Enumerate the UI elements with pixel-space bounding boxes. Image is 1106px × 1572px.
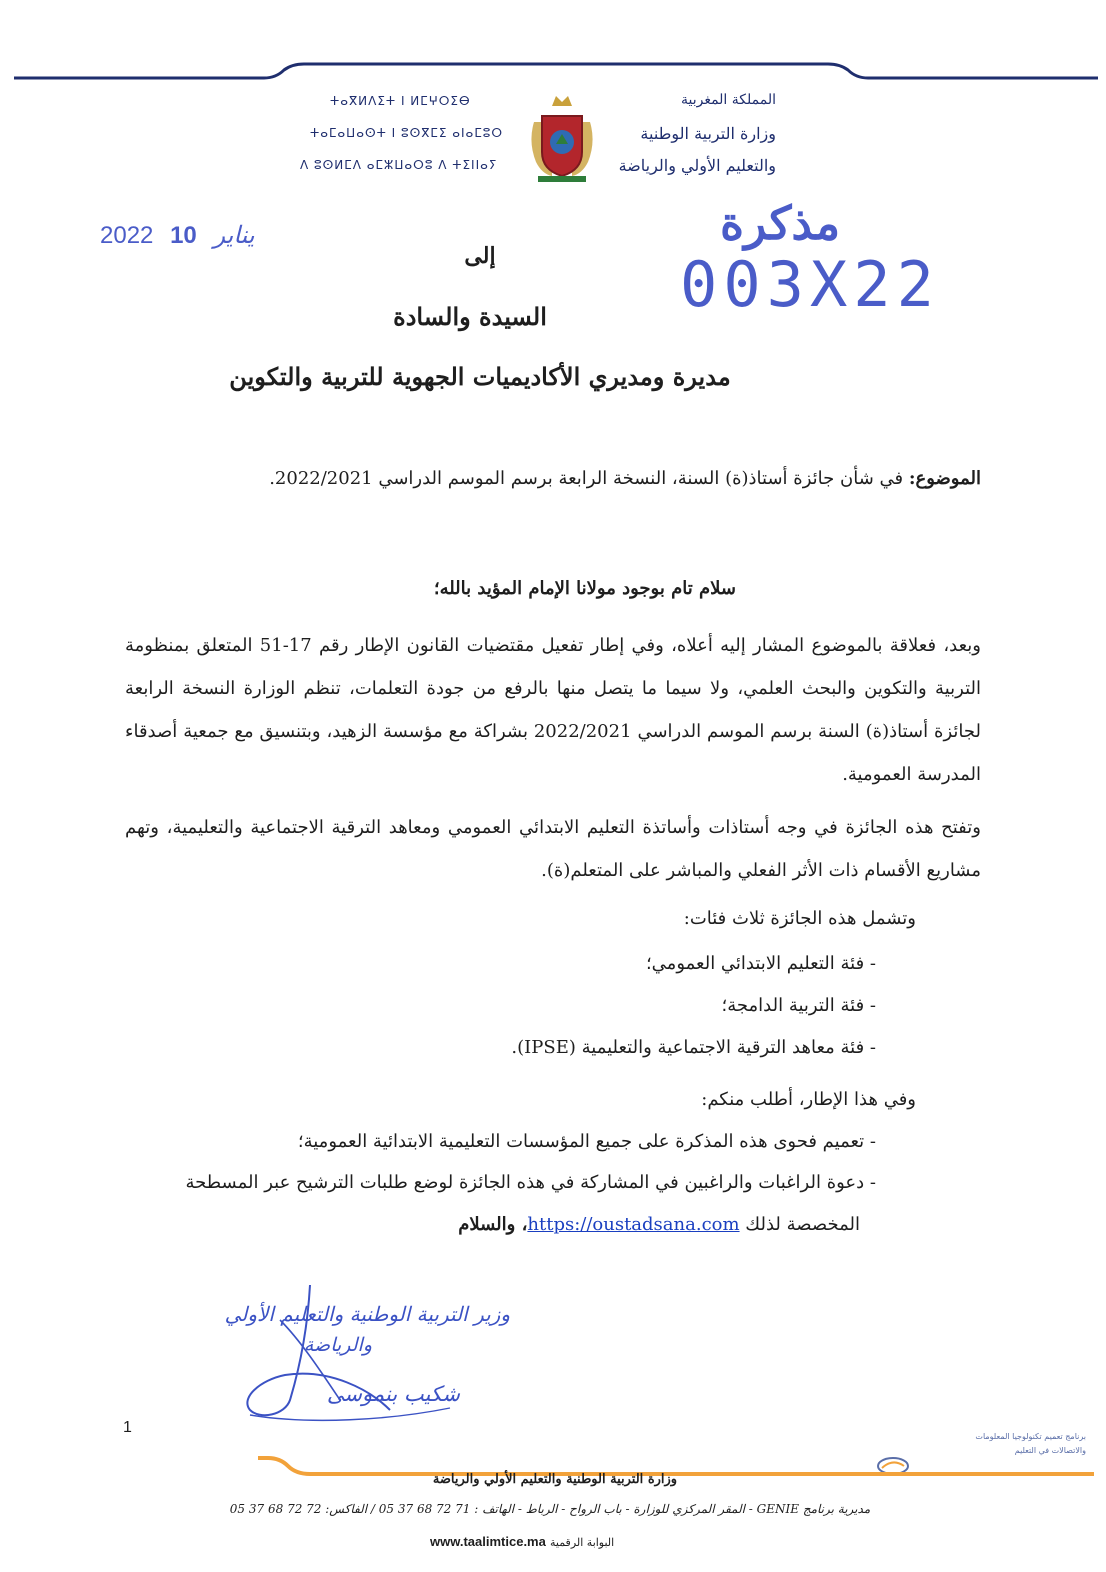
greeting: سلام تام بوجود مولانا الإمام المؤيد بالله؛ bbox=[433, 578, 736, 599]
coat-of-arms-icon bbox=[522, 92, 602, 186]
footer-address: مديرية برنامج GENIE - المقر المركزي للوزارة - باب الرواح - الرباط - الهاتف : 71 72 68 37 05 / الفاكس: 72 72 68 37 05 bbox=[229, 1502, 871, 1516]
page-number: 1 bbox=[123, 1419, 132, 1436]
category-item: - فئة معاهد الترقية الاجتماعية والتعليمية (IPSE). bbox=[511, 1037, 876, 1058]
paragraph-1: وبعد، فعلاقة بالموضوع المشار إليه أعلاه، وفي إطار تفعيل مقتضيات القانون الإطار رقم 17-51 المتعلق بمنظومة التربية والتكوين والبحث العلمي، ولا سيما ما يتصل منها بالرفع من جودة التعلمات، تنظم الوزارة النسخة الرابعة لجائزة أستاذ(ة) السنة برسم الموسم الدراسي 2022/2021 بشراكة مع مؤسسة الزهيد، وبتنسيق مع جمعية أصدقاء المدرسة العمومية. bbox=[125, 635, 981, 785]
signature-scribble-icon bbox=[190, 1280, 520, 1430]
address-salutation: السيدة والسادة bbox=[393, 302, 547, 331]
paragraph-2: وتفتح هذه الجائزة في وجه أستاذات وأساتذة التعليم الابتدائي العمومي ومعاهد الترقية الاجتماعية والتعليمية، وتهم مشاريع الأقسام ذات الأثر الفعلي والمباشر على المتعلم(ة). bbox=[125, 817, 981, 881]
requests-intro: وفي هذا الإطار، أطلب منكم: bbox=[701, 1089, 916, 1110]
request-item-continuation bbox=[458, 1214, 860, 1235]
header-kingdom: المملكة المغربية bbox=[680, 92, 776, 108]
category-item: - فئة التربية الدامجة؛ bbox=[721, 995, 876, 1016]
date-stamp bbox=[100, 221, 265, 250]
header-ministry: وزارة التربية الوطنية bbox=[640, 124, 776, 143]
address-recipients: مديرة ومديري الأكاديميات الجهوية للتربية والتكوين bbox=[229, 362, 731, 391]
category-item: - فئة التعليم الابتدائي العمومي؛ bbox=[645, 953, 876, 974]
footer-website-line bbox=[430, 1534, 614, 1550]
program-logo-text: برنامج تعميم تكنولوجيا المعلومات bbox=[975, 1432, 1086, 1441]
subject-text: في شأن جائزة أستاذ(ة) السنة، النسخة الرابعة برسم الموسم الدراسي 2022/2021. bbox=[269, 468, 909, 489]
memo-stamp-title: مذكرة bbox=[720, 196, 841, 250]
signature-name: شكيب بنموسى bbox=[326, 1382, 460, 1406]
footer-website-link[interactable]: www.taalimtice.ma bbox=[430, 1534, 546, 1549]
signature-title-2: والرياضة bbox=[303, 1334, 372, 1356]
request-item-text: المخصصة لذلك bbox=[745, 1214, 860, 1235]
header-ministry-sub: والتعليم الأولي والرياضة bbox=[618, 156, 776, 175]
address-to: إلى bbox=[464, 243, 496, 269]
date-day: 10 bbox=[170, 222, 197, 249]
signature-block bbox=[190, 1280, 520, 1430]
memo-stamp-number: 003X22 bbox=[680, 248, 940, 321]
request-item: - تعميم فحوى هذه المذكرة على جميع المؤسسات التعليمية الابتدائية العمومية؛ bbox=[297, 1131, 876, 1152]
categories-intro: وتشمل هذه الجائزة ثلاث فئات: bbox=[683, 908, 916, 929]
closing-text: ، والسلام bbox=[458, 1214, 528, 1235]
program-logo-text: والاتصالات في التعليم bbox=[1014, 1446, 1086, 1455]
date-year: 2022 bbox=[100, 222, 154, 249]
subject-label: الموضوع: bbox=[908, 468, 981, 489]
signature-title: وزير التربية الوطنية والتعليم الأولي bbox=[224, 1302, 510, 1326]
subject-line bbox=[269, 468, 981, 489]
header-tifinagh-3: ⴷ ⵓⵙⵍⵎⴷ ⴰⵎⵣⵡⴰⵔⵓ ⴷ ⵜⵉⵏⵏⴰⵢ bbox=[300, 158, 498, 172]
header-tifinagh-1: ⵜⴰⴳⵍⴷⵉⵜ ⵏ ⵍⵎⵖⵔⵉⴱ bbox=[330, 94, 471, 108]
date-month: يناير bbox=[213, 221, 255, 249]
request-item: - دعوة الراغبات والراغبين في المشاركة في هذه الجائزة لوضع طلبات الترشيح عبر المسطحة bbox=[185, 1172, 876, 1193]
footer-website-label: البوابة الرقمية bbox=[549, 1536, 615, 1549]
header-tifinagh-2: ⵜⴰⵎⴰⵡⴰⵙⵜ ⵏ ⵓⵙⴳⵎⵉ ⴰⵏⴰⵎⵓⵔ bbox=[310, 126, 504, 140]
footer-ministry: وزارة التربية الوطنية والتعليم الأولي والرياضة bbox=[432, 1472, 678, 1487]
header-rule bbox=[14, 62, 1098, 84]
oustadsana-link[interactable]: https://oustadsana.com bbox=[527, 1214, 740, 1235]
